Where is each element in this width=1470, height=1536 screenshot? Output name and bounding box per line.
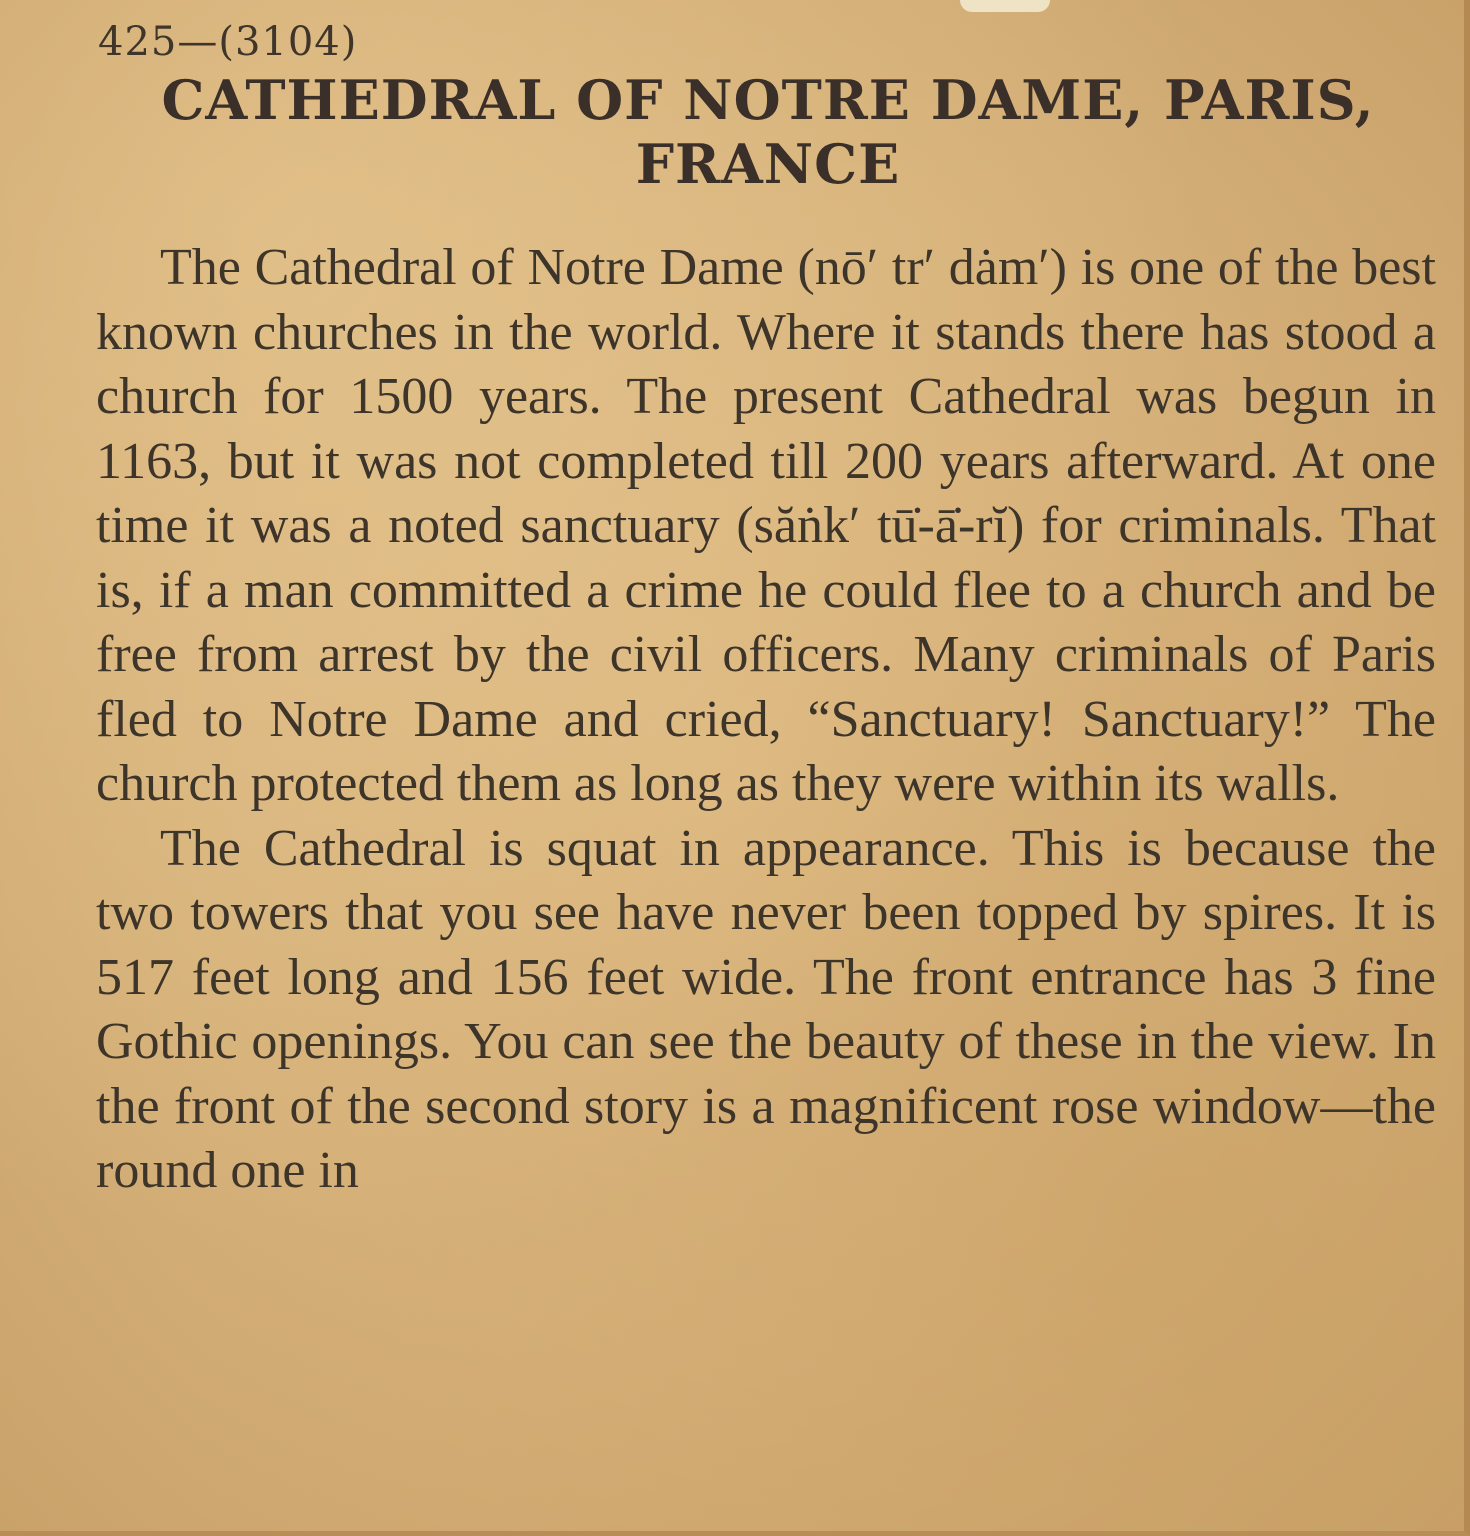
paragraph-2: The Cathedral is squat in appearance. This is because the two towers that you see have never been topped by spires. It is 517 feet long and 156 feet wide. The front entrance has 3 fine Gothic openings. You can see the beauty of these in the view. In the front of the second story is a magnificent rose window—the round one in xyxy=(96,819,1436,1199)
paragraph-1: The Cathedral of Notre Dame (nō′ tr′ dȧm′) is one of the best known churches in the world. Where it stands there has stood a church for 1500 years. The present Cathedral was begun in 1163, but it was not completed till 200 years afterward. At one time it was a noted sanctuary (săṅk′ tū̇-ā̇-rĭ) for criminals. That is, if a man committed a crime he could flee to a church and be free from arrest by the civil officers. Many criminals of Paris fled to Notre Dame and cried, “Sanctuary! Sanctuary!” The church protected them as long as they were within its walls. xyxy=(96,239,1436,812)
card-title: CATHEDRAL OF NOTRE DAME, PARIS, FRANCE xyxy=(161,68,1375,196)
card-description xyxy=(96,236,1436,1204)
card-edge-tear xyxy=(960,0,1050,12)
card-number: 425—(3104) xyxy=(98,19,358,65)
